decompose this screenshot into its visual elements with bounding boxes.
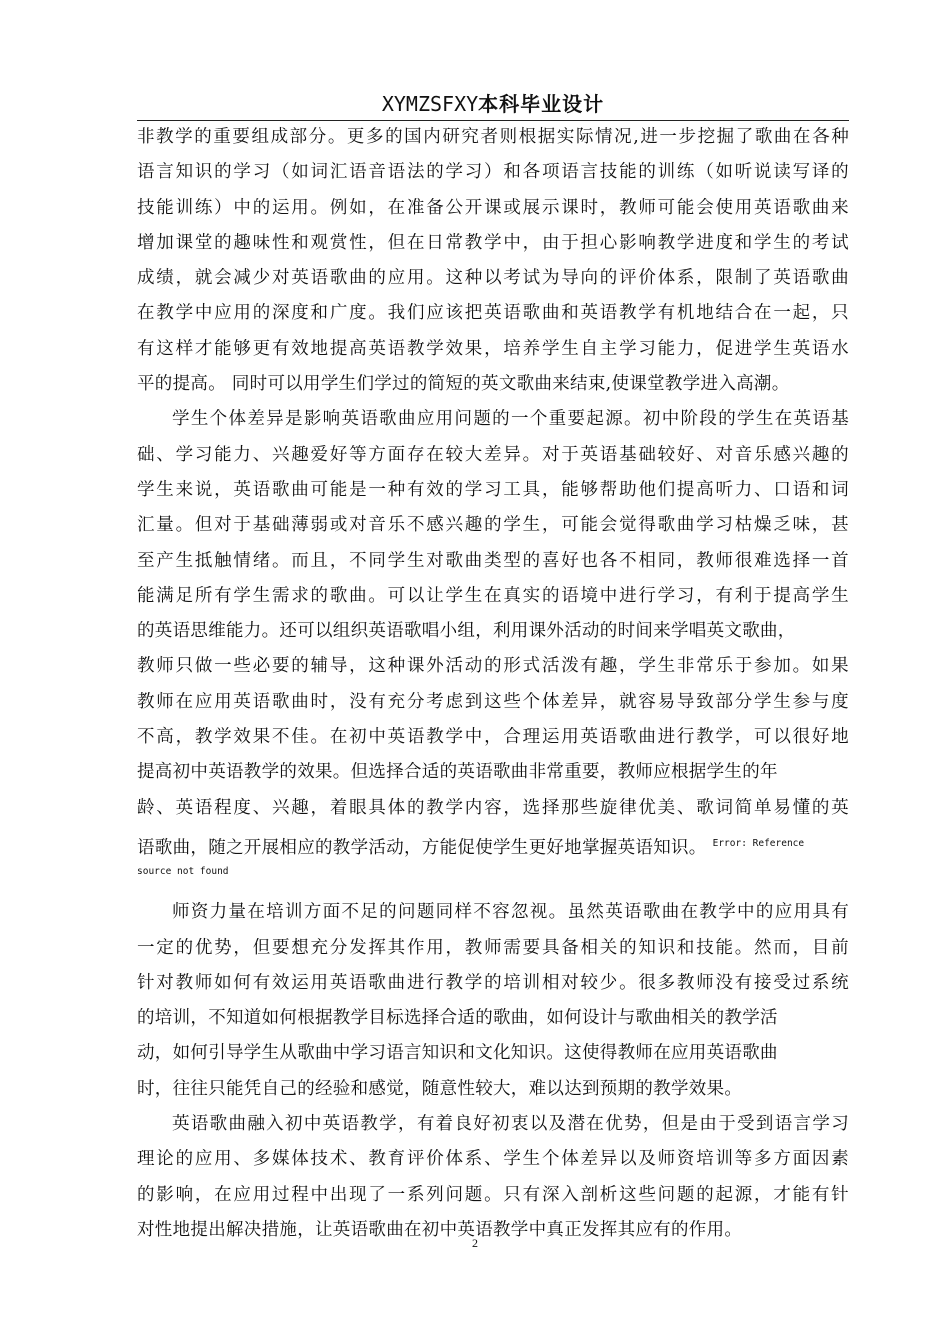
text-line: 的影响，在应用过程中出现了一系列问题。只有深入剖析这些问题的起源，才能有针 bbox=[137, 1184, 849, 1205]
text-line: 在教学中应用的深度和广度。我们应该把英语歌曲和英语教学有机地结合在一起，只 bbox=[137, 303, 849, 324]
text-line: 学生个体差异是影响英语歌曲应用问题的一个重要起源。初中阶段的学生在英语基 bbox=[172, 409, 849, 430]
body-text bbox=[137, 120, 849, 1248]
text-line: 非教学的重要组成部分。更多的国内研究者则根据实际情况,进一步挖掘了歌曲在各种 bbox=[137, 127, 849, 147]
page-header bbox=[137, 90, 849, 121]
text-line: 学生来说，英语歌曲可能是一种有效的学习工具，能够帮助他们提高听力、口语和词 bbox=[137, 479, 849, 500]
text-line: 理论的应用、多媒体技术、教育评价体系、学生个体差异以及师资培训等多方面因素 bbox=[137, 1149, 849, 1170]
page-number: 2 bbox=[472, 1236, 478, 1250]
reference-error-tail: source not found bbox=[137, 866, 229, 878]
text-line: 础、学习能力、兴趣爱好等方面存在较大差异。对于英语基础较好、对音乐感兴趣的 bbox=[137, 444, 849, 465]
text-line: 针对教师如何有效运用英语歌曲进行教学的培训相对较少。很多教师没有接受过系统 bbox=[137, 972, 849, 993]
paragraph-4 bbox=[137, 1107, 849, 1248]
text-line: 时，往往只能凭自己的经验和感觉，随意性较大，难以达到预期的教学效果。 bbox=[137, 1078, 743, 1099]
text-line: 教师只做一些必要的辅导，这种课外活动的形式活泼有趣，学生非常乐于参加。如果 bbox=[137, 656, 849, 677]
text-line: 增加课堂的趣味性和观赏性，但在日常教学中，由于担心影响教学进度和学生的考试 bbox=[137, 232, 849, 253]
paragraph-3 bbox=[137, 895, 849, 1107]
text-line: 的培训，不知道如何根据教学目标选择合适的歌曲，如何设计与歌曲相关的教学活 bbox=[137, 1008, 778, 1029]
text-line: 能满足所有学生需求的歌曲。可以让学生在真实的语境中进行学习，有利于提高学生 bbox=[137, 585, 849, 606]
text-line: 不高，教学效果不佳。在初中英语教学中，合理运用英语歌曲进行教学，可以很好地 bbox=[137, 727, 849, 748]
paragraph-1 bbox=[137, 120, 849, 402]
text-line: 有这样才能够更有效地提高英语教学效果，培养学生自主学习能力，促进学生英语水 bbox=[137, 338, 849, 359]
text-line: 至产生抵触情绪。而且，不同学生对歌曲类型的喜好也各不相同，教师很难选择一首 bbox=[137, 550, 849, 571]
text-line: 一定的优势，但要想充分发挥其作用，教师需要具备相关的知识和技能。然而，目前 bbox=[137, 937, 849, 958]
text-line: 平的提高。 同时可以用学生们学过的简短的英文歌曲来结束,使课堂教学进入高潮。 bbox=[137, 374, 790, 395]
text-line: 语言知识的学习（如词汇语音语法的学习）和各项语言技能的训练（如听说读写译的 bbox=[137, 162, 849, 183]
text-line: 对性地提出解决措施，让英语歌曲在初中英语教学中真正发挥其应有的作用。 bbox=[137, 1219, 743, 1240]
paragraph-2 bbox=[137, 402, 849, 889]
header-code: XYMZSFXY bbox=[381, 92, 479, 116]
text-line: 成绩，就会减少对英语歌曲的应用。这种以考试为导向的评价体系，限制了英语歌曲 bbox=[137, 268, 849, 289]
text-line: 教师在应用英语歌曲时，没有充分考虑到这些个体差异，就容易导致部分学生参与度 bbox=[137, 691, 849, 712]
text-line-with-reference bbox=[137, 826, 849, 861]
text-line: 动，如何引导学生从歌曲中学习语言知识和文化知识。这使得教师在应用英语歌曲 bbox=[137, 1043, 778, 1064]
text-line: 龄、英语程度、兴趣，着眼具体的教学内容，选择那些旋律优美、歌词简单易懂的英 bbox=[137, 797, 849, 818]
reference-error: Error: Reference bbox=[712, 837, 805, 849]
text-line: 汇量。但对于基础薄弱或对音乐不感兴趣的学生，可能会觉得歌曲学习枯燥乏味，甚 bbox=[137, 515, 849, 536]
text-line: 师资力量在培训方面不足的问题同样不容忽视。虽然英语歌曲在教学中的应用具有 bbox=[172, 902, 849, 923]
text-line: 语歌曲，随之开展相应的教学活动，方能促使学生更好地掌握英语知识。 bbox=[137, 837, 707, 858]
text-line: 英语歌曲融入初中英语教学，有着良好初衷以及潜在优势，但是由于受到语言学习 bbox=[172, 1114, 849, 1135]
text-line: 提高初中英语教学的效果。但选择合适的英语歌曲非常重要，教师应根据学生的年 bbox=[137, 762, 778, 783]
header-title: 本科毕业设计 bbox=[478, 92, 605, 116]
text-line: 技能训练）中的运用。例如，在准备公开课或展示课时，教师可能会使用英语歌曲来 bbox=[137, 197, 849, 218]
text-line: 的英语思维能力。还可以组织英语歌唱小组，利用课外活动的时间来学唱英文歌曲， bbox=[137, 621, 796, 642]
